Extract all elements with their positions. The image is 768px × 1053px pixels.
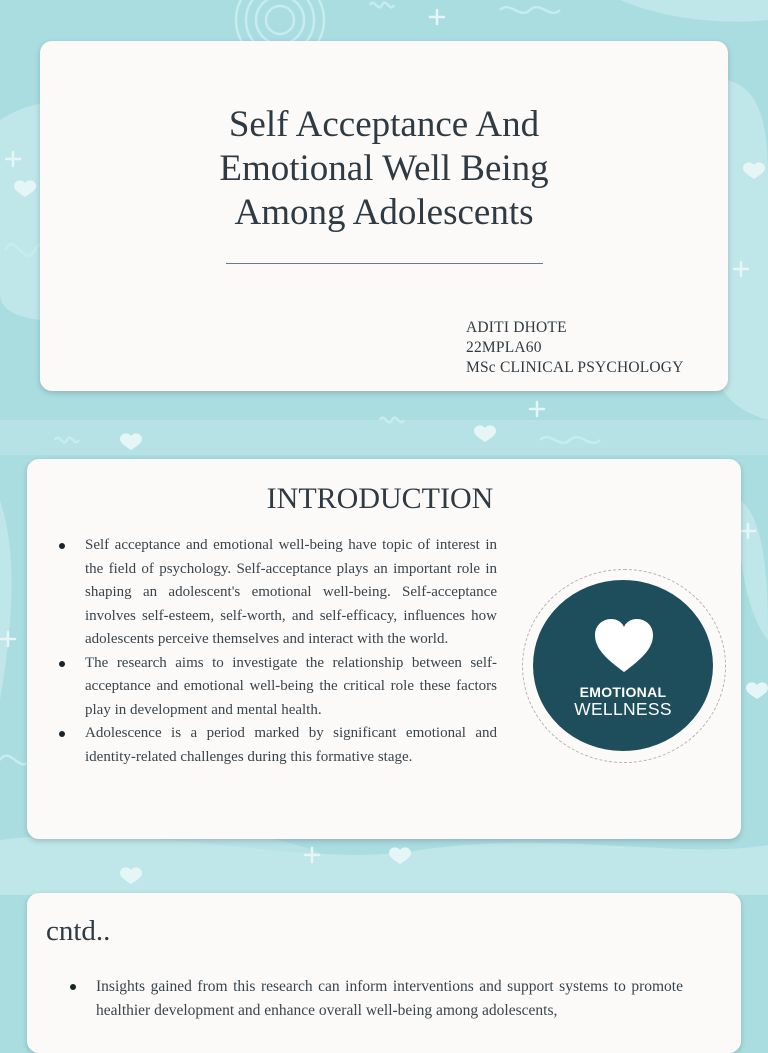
continued-heading: cntd.. xyxy=(46,915,111,947)
bullet-text: Adolescence is a period marked by significant emotional and identity-related challenges during this formative stage. xyxy=(85,725,497,765)
list-item xyxy=(57,652,497,723)
bullet-text: Self acceptance and emotional well-being have topic of interest in the field of psychology. Self-acceptance plays an important role in shaping an adolescent's emotional well-being. Self-acceptance involves self-esteem, self-worth, and self-efficacy, influences how adolescents perceive themselves and interact with the world. xyxy=(85,537,497,647)
author-name: ADITI DHOTE xyxy=(466,319,567,336)
title-slide xyxy=(40,41,728,391)
bullet-icon xyxy=(70,984,76,990)
introduction-slide xyxy=(27,459,741,839)
introduction-heading: INTRODUCTION xyxy=(266,482,494,515)
bullet-text: Insights gained from this research can inform interventions and support systems to promote healthier development and enhance overall well-being among adolescents, xyxy=(96,978,683,1019)
presentation-title xyxy=(40,103,728,235)
list-item xyxy=(57,534,497,652)
bullet-icon xyxy=(59,661,65,667)
badge-label-line-2: WELLNESS xyxy=(574,699,672,719)
emotional-wellness-badge xyxy=(533,580,713,751)
introduction-bullet-list xyxy=(57,534,497,769)
continued-bullet-list xyxy=(68,975,683,1023)
author-block xyxy=(466,318,684,378)
badge-label-line-1: EMOTIONAL xyxy=(579,684,667,700)
title-line-3: Among Adolescents xyxy=(234,192,534,233)
title-line-1: Self Acceptance And xyxy=(228,104,540,145)
bullet-icon xyxy=(59,731,65,737)
title-line-2: Emotional Well Being xyxy=(219,148,549,189)
author-id: 22MPLA60 xyxy=(466,339,542,356)
continued-slide xyxy=(27,893,741,1053)
heart-icon xyxy=(593,618,655,674)
bullet-text: The research aims to investigate the relationship between self-acceptance and emotional well-being the critical role these factors play in development and mental health. xyxy=(85,654,497,718)
bullet-icon xyxy=(59,543,65,549)
author-program: MSc CLINICAL PSYCHOLOGY xyxy=(466,359,684,376)
title-divider xyxy=(226,263,543,264)
list-item xyxy=(68,975,683,1023)
list-item xyxy=(57,722,497,769)
